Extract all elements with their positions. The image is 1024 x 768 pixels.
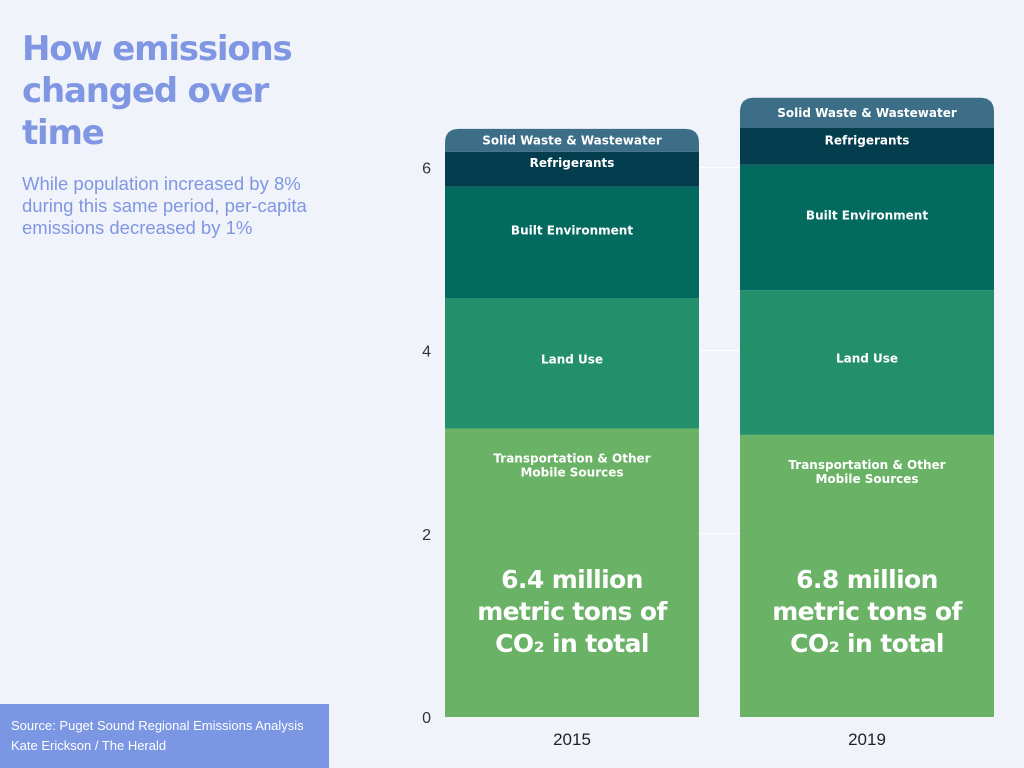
segment-label-built-environment: Built Environment: [805, 208, 929, 223]
segment-label-transportation-other-mobile-sources: Transportation & Other Mobile Sources: [493, 451, 651, 480]
y-tick-label-6: 6: [422, 160, 431, 178]
segment-label-refrigerants: Refrigerants: [529, 156, 615, 171]
total-label-2015: 6.4 million metric tons of CO₂ in total: [477, 565, 667, 658]
segment-label-solid-waste-wastewater: Solid Waste & Wastewater: [777, 105, 957, 120]
segment-label-solid-waste-wastewater: Solid Waste & Wastewater: [482, 133, 662, 148]
x-category-label-2015: 2015: [553, 730, 591, 749]
x-category-label-2019: 2019: [848, 730, 886, 749]
chart-title: How emissions changed over time: [22, 29, 292, 153]
bar-segment-built-environment-2019: [740, 165, 994, 290]
segment-label-land-use: Land Use: [540, 352, 604, 367]
total-label-2019: 6.8 million metric tons of CO₂ in total: [772, 565, 962, 658]
chart-subtitle: While population increased by 8% during this same period, per-capita emissions decreased by 1%: [22, 173, 307, 238]
segment-label-refrigerants: Refrigerants: [824, 133, 910, 148]
y-tick-label-2: 2: [422, 526, 431, 544]
segment-label-built-environment: Built Environment: [510, 223, 634, 238]
bar-segment-built-environment-2015: [445, 187, 699, 299]
segment-label-transportation-other-mobile-sources: Transportation & Other Mobile Sources: [788, 457, 946, 486]
y-tick-label-4: 4: [422, 343, 431, 361]
segment-label-land-use: Land Use: [835, 351, 899, 366]
credit-text: Kate Erickson / The Herald: [11, 738, 167, 753]
y-tick-label-0: 0: [422, 710, 431, 727]
source-box: [0, 704, 329, 768]
source-text: Source: Puget Sound Regional Emissions Analysis: [11, 718, 304, 733]
